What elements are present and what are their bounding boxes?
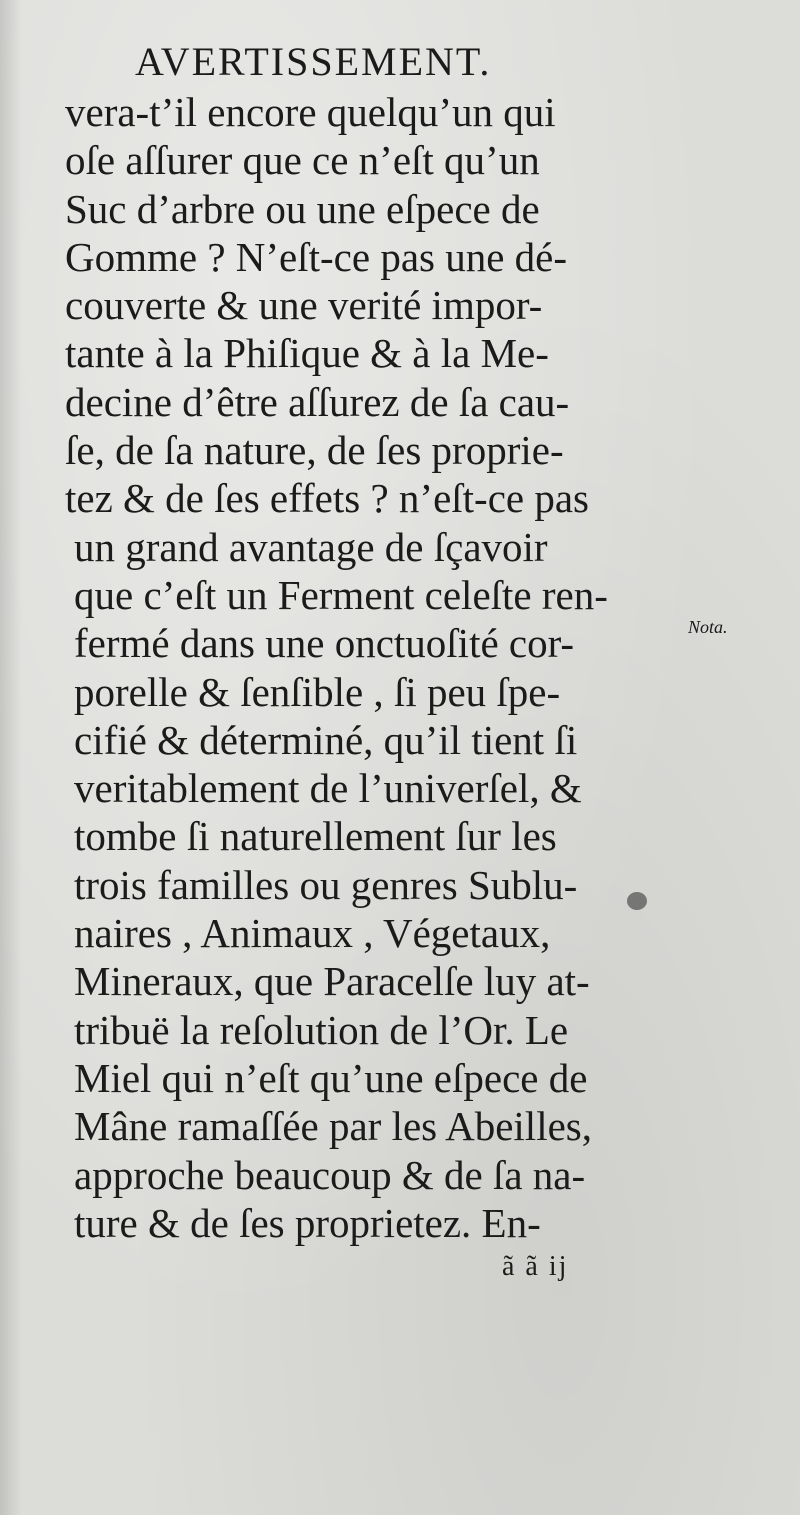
text-line: tribuë la reſolution de l’Or. Le: [74, 1006, 569, 1053]
text-line: tombe ſi naturellement ſur les: [74, 813, 557, 860]
margin-note: Nota.: [688, 617, 728, 637]
text-line: ture & de ſes proprietez. En-: [74, 1199, 541, 1246]
text-line: decine d’être aſſurez de ſa cau-: [65, 378, 570, 425]
text-line: vera-t’il encore quelqu’un qui: [65, 89, 556, 135]
text-line: couverte & une verité impor-: [65, 282, 543, 329]
text-line: Gomme ? N’eſt-ce pas une dé-: [65, 233, 568, 280]
page-header: AVERTISSEMENT.: [135, 39, 492, 84]
text-line: approche beaucoup & de ſa na-: [74, 1151, 586, 1198]
ink-spot: [627, 892, 647, 910]
text-line: naires , Animaux , Végetaux,: [74, 910, 551, 957]
text-line: tante à la Phiſique & à la Me-: [65, 330, 549, 377]
gutter-shadow: [0, 0, 22, 1515]
text-line: Suc d’arbre ou une eſpece de: [65, 185, 540, 232]
text-line: trois familles ou genres Sublu-: [74, 861, 578, 908]
text-line: Miel qui n’eſt qu’une eſpece de: [74, 1054, 588, 1101]
text-line: fermé dans une onctuoſité cor-: [74, 620, 575, 667]
signature-mark: ã ã ij: [502, 1251, 569, 1282]
text-line: Mineraux, que Paracelſe luy at-: [74, 958, 590, 1005]
text-line: porelle & ſenſible , ſi peu ſpe-: [74, 668, 561, 715]
text-line: oſe aſſurer que ce n’eſt qu’un: [65, 137, 540, 184]
body-text: [62, 88, 682, 1247]
text-line: Mâne ramaſſée par les Abeilles,: [74, 1103, 592, 1150]
text-line: que c’eſt un Ferment celeſte ren-: [74, 571, 608, 618]
text-line: tez & de ſes effets ? n’eſt-ce pas: [65, 475, 590, 522]
text-line: cifié & déterminé, qu’il tient ſi: [74, 716, 578, 763]
text-line: un grand avantage de ſçavoir: [74, 523, 548, 570]
text-line: veritablement de l’univerſel, &: [74, 765, 582, 812]
text-line: ſe, de ſa nature, de ſes proprie-: [65, 427, 564, 474]
